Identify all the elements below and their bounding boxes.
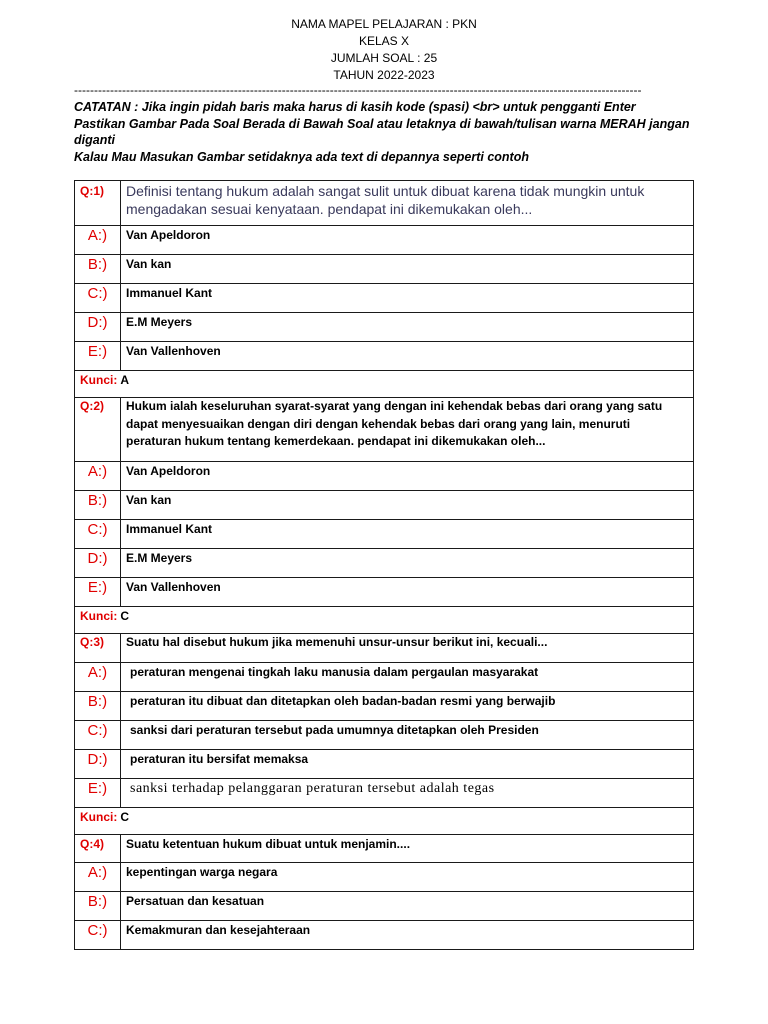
option-label: A:) bbox=[75, 462, 121, 490]
option-row bbox=[75, 750, 693, 779]
option-label: D:) bbox=[75, 750, 121, 778]
answer-key-value: C bbox=[120, 810, 130, 824]
answer-key-label: Kunci: bbox=[80, 810, 118, 824]
note-line: CATATAN : Jika ingin pidah baris maka harus di kasih kode (spasi) <br> untuk pengganti Enter bbox=[74, 100, 636, 114]
option-text: Van kan bbox=[126, 257, 172, 271]
option-row bbox=[75, 313, 693, 342]
answer-key-row bbox=[75, 808, 693, 835]
question-text: Hukum ialah keseluruhan syarat-syarat yang dengan ini kehendak bebas dari orang yang satu dapat menyesuaikan dengan diri dengan kehendak bebas dari orang yang lain, menuruti peraturan hukum tentang kemerdekaan. pendapat ini dikemukakan oleh... bbox=[126, 399, 663, 448]
answer-key-value: A bbox=[120, 373, 130, 387]
option-text: peraturan itu bersifat memaksa bbox=[130, 752, 309, 766]
option-label: E:) bbox=[75, 342, 121, 370]
option-row bbox=[75, 578, 693, 607]
question-row bbox=[75, 398, 693, 462]
option-text: Immanuel Kant bbox=[126, 286, 213, 300]
option-text: Van Apeldoron bbox=[126, 228, 211, 242]
question-row bbox=[75, 181, 693, 226]
option-text: kepentingan warga negara bbox=[126, 865, 278, 879]
option-label: A:) bbox=[75, 863, 121, 891]
option-label: E:) bbox=[75, 779, 121, 807]
question-row bbox=[75, 835, 693, 863]
question-text: Suatu hal disebut hukum jika memenuhi unsur-unsur berikut ini, kecuali... bbox=[126, 635, 548, 649]
option-row bbox=[75, 892, 693, 921]
option-text: E.M Meyers bbox=[126, 315, 193, 329]
answer-key-label: Kunci: bbox=[80, 609, 118, 623]
question-label: Q:4) bbox=[75, 835, 121, 862]
option-label: C:) bbox=[75, 284, 121, 312]
option-row bbox=[75, 255, 693, 284]
question-count: JUMLAH SOAL : 25 bbox=[330, 51, 438, 65]
option-text: Immanuel Kant bbox=[126, 522, 213, 536]
option-row bbox=[75, 491, 693, 520]
note-line: Kalau Mau Masukan Gambar setidaknya ada text di depannya seperti contoh bbox=[74, 150, 529, 165]
option-label: C:) bbox=[75, 520, 121, 548]
option-label: B:) bbox=[75, 255, 121, 283]
option-text: Persatuan dan kesatuan bbox=[126, 894, 265, 908]
option-row bbox=[75, 692, 693, 721]
option-row bbox=[75, 721, 693, 750]
option-text: E.M Meyers bbox=[126, 551, 193, 565]
option-row bbox=[75, 342, 693, 371]
option-label: B:) bbox=[75, 892, 121, 920]
subject-title: NAMA MAPEL PELAJARAN : PKN bbox=[291, 17, 477, 31]
question-label: Q:1) bbox=[75, 181, 121, 225]
option-row bbox=[75, 779, 693, 808]
option-label: B:) bbox=[75, 491, 121, 519]
option-label: A:) bbox=[75, 226, 121, 254]
option-text: sanksi terhadap pelanggaran peraturan tersebut adalah tegas bbox=[130, 781, 495, 796]
answer-key-label: Kunci: bbox=[80, 373, 118, 387]
option-row bbox=[75, 226, 693, 255]
answer-key-row bbox=[75, 371, 693, 398]
notes bbox=[74, 99, 696, 166]
question-row bbox=[75, 634, 693, 663]
school-year: TAHUN 2022-2023 bbox=[333, 68, 435, 82]
option-text: Kemakmuran dan kesejahteraan bbox=[126, 923, 311, 937]
document-header bbox=[0, 16, 768, 84]
option-text: Van Vallenhoven bbox=[126, 580, 221, 594]
option-text: peraturan itu dibuat dan ditetapkan oleh badan-badan resmi yang berwajib bbox=[130, 694, 556, 708]
option-label: A:) bbox=[75, 663, 121, 691]
option-text: peraturan mengenai tingkah laku manusia dalam pergaulan masyarakat bbox=[130, 665, 539, 679]
option-row bbox=[75, 462, 693, 491]
option-label: C:) bbox=[75, 721, 121, 749]
option-row bbox=[75, 921, 693, 950]
option-row bbox=[75, 520, 693, 549]
question-label: Q:3) bbox=[75, 634, 121, 662]
option-row bbox=[75, 663, 693, 692]
question-text: Definisi tentang hukum adalah sangat sulit untuk dibuat karena tidak mungkin untuk mengadakan sesuai kenyataan. pendapat ini dikemukakan oleh... bbox=[126, 183, 645, 217]
option-label: D:) bbox=[75, 549, 121, 577]
question-text: Suatu ketentuan hukum dibuat untuk menjamin.... bbox=[126, 837, 411, 851]
separator-line: ---------------------------------------------------------------------------------------------------------------------------------------------- bbox=[74, 83, 642, 97]
option-text: Van Apeldoron bbox=[126, 464, 211, 478]
option-label: D:) bbox=[75, 313, 121, 341]
option-label: B:) bbox=[75, 692, 121, 720]
answer-key-value: C bbox=[120, 609, 130, 623]
option-text: Van kan bbox=[126, 493, 172, 507]
option-label: C:) bbox=[75, 921, 121, 949]
note-line: Pastikan Gambar Pada Soal Berada di Bawah Soal atau letaknya di bawah/tulisan warna MERAH jangan diganti bbox=[74, 116, 690, 148]
answer-key-row bbox=[75, 607, 693, 634]
option-row bbox=[75, 863, 693, 892]
option-row bbox=[75, 549, 693, 578]
option-label: E:) bbox=[75, 578, 121, 606]
option-row bbox=[75, 284, 693, 313]
option-text: sanksi dari peraturan tersebut pada umumnya ditetapkan oleh Presiden bbox=[130, 723, 539, 737]
question-label: Q:2) bbox=[75, 398, 121, 461]
class-label: KELAS X bbox=[358, 34, 410, 48]
question-table bbox=[74, 180, 694, 950]
option-text: Van Vallenhoven bbox=[126, 344, 221, 358]
